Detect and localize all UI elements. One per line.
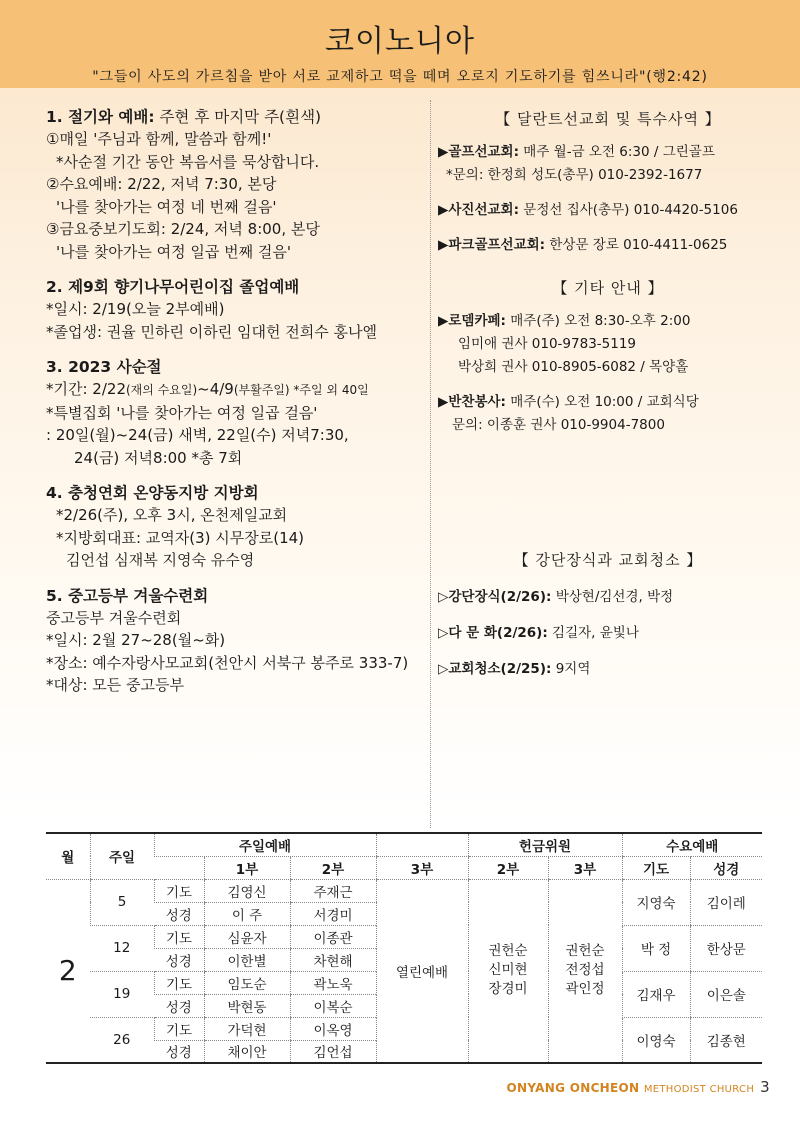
wed-prayer-cell: 지영숙: [622, 879, 690, 925]
role-cell: 성경: [154, 1040, 204, 1063]
page-title: 코이노니아: [325, 24, 475, 59]
table-cell: 가덕현: [204, 1017, 290, 1040]
name: 곽인정: [565, 981, 605, 998]
side-dish-contact: 문의: 이종훈 권사 010-9904-7800: [452, 417, 665, 433]
line: *사순절 기간 동안 복음서를 묵상합니다.: [56, 152, 320, 171]
parkgolf-item: [438, 234, 778, 257]
page-number: 3: [760, 1078, 770, 1096]
label: ▶로뎀카페:: [438, 313, 506, 329]
header-scripture: 성경: [690, 856, 762, 879]
role-cell: 성경: [154, 948, 204, 971]
name: 장경미: [488, 981, 528, 998]
side-dish-item: [438, 391, 778, 414]
table-cell: 임도순: [204, 971, 290, 994]
golf-item: [438, 141, 778, 164]
text: 박상현/김선경, 박정: [551, 589, 674, 605]
section-graduation: [46, 276, 426, 343]
header-week: 주일: [90, 833, 154, 879]
week-cell: 5: [90, 879, 154, 925]
line: *특별집회 '나를 찾아가는 여정 일곱 걸음': [46, 403, 318, 422]
header-offering: 헌금위원: [468, 833, 622, 856]
wed-scripture-cell: 이은솔: [690, 971, 762, 1017]
header-prayer: 기도: [622, 856, 690, 879]
cafe-contact: 임미애 권사 010-9783-5119: [458, 336, 637, 352]
line: *졸업생: 권율 민하린 이하린 임대헌 전희수 홍나엘: [46, 322, 377, 341]
offering-3bu-cell: [548, 879, 622, 1063]
line: ③금요중보기도회: 2/24, 저녁 8:00, 본당: [46, 220, 320, 238]
text: ~4/9: [197, 380, 234, 398]
third-service-cell: 열린예배: [376, 879, 468, 1063]
cleaning-item: [438, 654, 778, 684]
section-youth-retreat: [46, 585, 426, 697]
role-cell: 성경: [154, 994, 204, 1017]
wed-prayer-cell: 박 정: [622, 925, 690, 971]
section-title: 2. 제9회 향기나무어린이집 졸업예배: [46, 278, 300, 296]
section-lent: [46, 356, 426, 469]
left-column: [46, 106, 426, 710]
culture-item: [438, 624, 778, 642]
text: 매주(수) 오전 10:00 / 교회식당: [505, 394, 699, 410]
table-cell: 이복순: [290, 994, 376, 1017]
line: *일시: 2월 27~28(월~화): [46, 631, 226, 649]
name: 신미현: [488, 962, 528, 979]
header-wednesday: 수요예배: [622, 833, 762, 856]
table-cell: 이한별: [204, 948, 290, 971]
service-schedule-table: [46, 832, 762, 1064]
name: 권헌순: [488, 943, 528, 960]
text: *기간: 2/22: [46, 380, 126, 398]
line: *장소: 예수자랑사모교회(천안시 서북구 봉주로 333-7): [46, 653, 409, 672]
table-cell: 서경미: [290, 902, 376, 925]
line: *지방회대표: 교역자(3) 시무장로(14): [56, 528, 305, 547]
header-3bu: 3부: [376, 856, 468, 879]
header-1bu: 1부: [204, 856, 290, 879]
table-cell: 차현해: [290, 948, 376, 971]
table-cell: 김언섭: [290, 1040, 376, 1063]
section-title: 5. 중고등부 겨울수련회: [46, 586, 209, 605]
text: 매주 월-금 오전 6:30 / 그린골프: [519, 144, 715, 160]
line: ①매일 '주님과 함께, 말씀과 함께!': [46, 130, 272, 148]
church-name: ONYANG ONCHEON: [506, 1081, 644, 1095]
role-cell: 기도: [154, 879, 204, 902]
text: 9지역: [551, 661, 591, 677]
month-cell: 2: [46, 879, 90, 1063]
role-cell: 기도: [154, 925, 204, 948]
label: ▶반찬봉사:: [438, 394, 506, 410]
header-sunday-service: 주일예배: [154, 833, 376, 856]
line: *2/26(주), 오후 3시, 온천제일교회: [56, 506, 288, 524]
page-header: [0, 0, 800, 88]
section-title: 1. 절기와 예배:: [46, 108, 155, 126]
week-cell: 12: [90, 925, 154, 971]
altar-heading: 【 강단장식과 교회청소 】: [513, 551, 703, 569]
role-cell: 기도: [154, 971, 204, 994]
wed-prayer-cell: 김재우: [622, 971, 690, 1017]
table-cell: 이 주: [204, 902, 290, 925]
column-divider: [430, 100, 431, 828]
line: [46, 378, 426, 402]
name: 전정섭: [565, 962, 605, 979]
church-name-suffix: METHODIST CHURCH: [643, 1084, 755, 1095]
text: 매주(주) 오전 8:30-오후 2:00: [505, 313, 691, 329]
etc-heading: 【 기타 안내 】: [552, 279, 664, 297]
line: *대상: 모든 중고등부: [46, 676, 185, 694]
table-cell: 곽노욱: [290, 971, 376, 994]
line: '나를 찾아가는 여정 네 번째 걸음': [56, 197, 277, 216]
label: ▷다 문 화(2/26):: [438, 625, 548, 641]
role-cell: 기도: [154, 1017, 204, 1040]
text: 한상문 장로 010-4411-0625: [545, 237, 728, 253]
line: : 20일(월)~24(금) 새벽, 22일(수) 저녁7:30,: [46, 426, 349, 444]
line: 김언섭 심재복 지영숙 유수영: [66, 551, 255, 569]
cafe-contact: 박상희 권사 010-8905-6082 / 목양홀: [458, 359, 689, 375]
text: 김길자, 윤빛나: [547, 625, 639, 641]
table-cell: 심윤자: [204, 925, 290, 948]
text: 문정선 집사(총무) 010-4420-5106: [519, 202, 738, 218]
altar-item: [438, 582, 778, 612]
table-cell: 김영신: [204, 879, 290, 902]
table-cell: 주재근: [290, 879, 376, 902]
page-footer: [506, 1078, 770, 1096]
section-title: 4. 충청연회 온양동지방 지방회: [46, 484, 259, 502]
photo-item: [438, 199, 778, 222]
table-cell: 이옥영: [290, 1017, 376, 1040]
line: ②수요예배: 2/22, 저녁 7:30, 본당: [46, 175, 277, 193]
wed-prayer-cell: 이영숙: [622, 1017, 690, 1063]
section-title: 3. 2023 사순절: [46, 358, 162, 376]
label: ▶파크골프선교회:: [438, 237, 546, 253]
text: (재의 수요일): [126, 383, 198, 397]
label: ▷교회청소(2/25):: [438, 661, 552, 677]
line: 24(금) 저녁8:00 *총 7회: [74, 448, 243, 467]
wed-scripture-cell: 김이레: [690, 879, 762, 925]
section-district: [46, 482, 426, 572]
golf-contact: *문의: 한정희 성도(총무) 010-2392-1677: [446, 167, 703, 183]
table-cell: 채이안: [204, 1040, 290, 1063]
section-worship: [46, 106, 426, 263]
header-offering-2bu: 2부: [468, 856, 548, 879]
cafe-item: [438, 310, 778, 333]
week-cell: 19: [90, 971, 154, 1017]
table-cell: 이종관: [290, 925, 376, 948]
wed-scripture-cell: 한상문: [690, 925, 762, 971]
header-month: 월: [46, 833, 90, 879]
week-cell: 26: [90, 1017, 154, 1063]
header-2bu: 2부: [290, 856, 376, 879]
label: ▷강단장식(2/26):: [438, 589, 552, 605]
header-offering-3bu: 3부: [548, 856, 622, 879]
offering-2bu-cell: [468, 879, 548, 1063]
name: 권헌순: [565, 943, 605, 960]
table-cell: 박현동: [204, 994, 290, 1017]
wed-scripture-cell: 김종현: [690, 1017, 762, 1063]
line: '나를 찾아가는 여정 일곱 번째 걸음': [56, 242, 291, 261]
line: 중고등부 겨울수련회: [46, 608, 182, 627]
label: ▶사진선교회:: [438, 202, 519, 218]
role-cell: 성경: [154, 902, 204, 925]
mission-heading: 【 달란트선교회 및 특수사역 】: [495, 110, 721, 128]
text: (부활주일): [233, 383, 290, 397]
text: *주일 외 40일: [289, 383, 369, 397]
right-column: [438, 106, 778, 684]
header-verse: "그들이 사도의 가르침을 받아 서로 교제하고 떡을 떼며 오로지 기도하기를 힘쓰니라"(행2:42): [92, 69, 708, 85]
section-title-rest: 주현 후 마지막 주(흰색): [154, 108, 322, 126]
label: ▶골프선교회:: [438, 144, 519, 160]
line: *일시: 2/19(오늘 2부예배): [46, 300, 225, 318]
